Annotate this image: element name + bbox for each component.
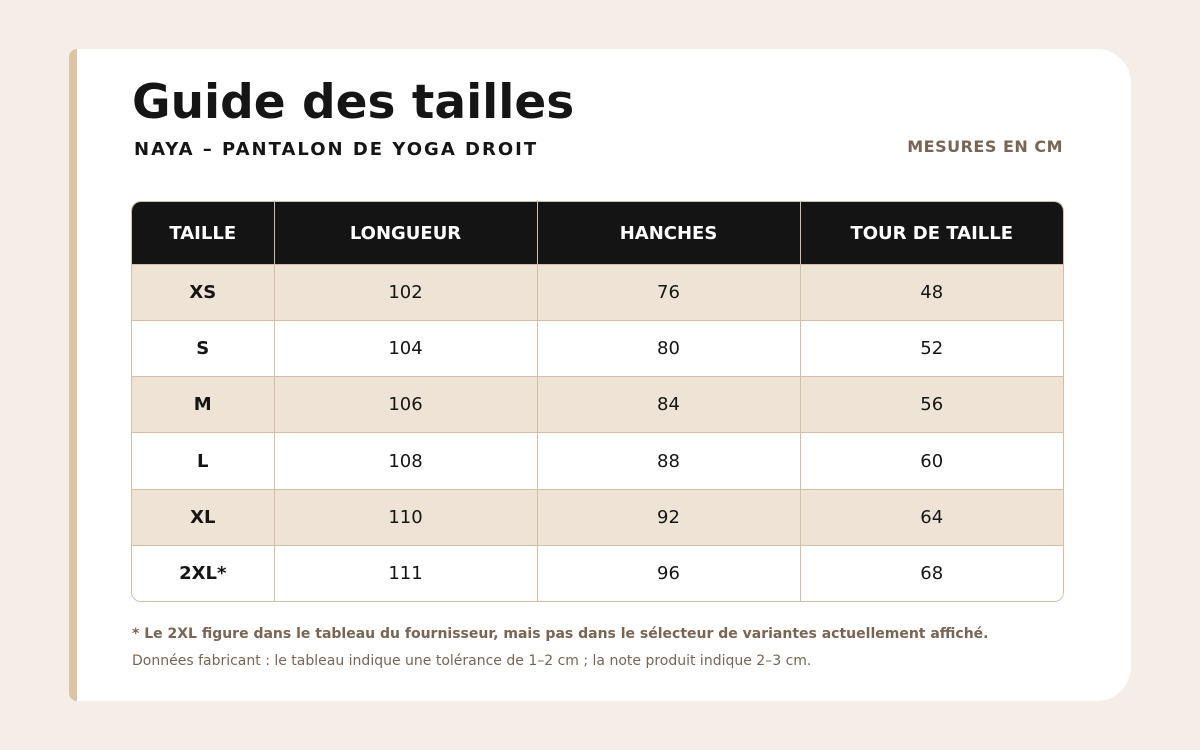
length-cell: 110 bbox=[274, 489, 537, 545]
waist-cell: 68 bbox=[800, 545, 1063, 601]
hips-cell: 80 bbox=[537, 321, 800, 377]
page-title: Guide des tailles bbox=[132, 75, 575, 130]
size-cell: M bbox=[132, 377, 274, 433]
product-subtitle: NAYA – PANTALON DE YOGA DROIT bbox=[134, 139, 539, 160]
waist-cell: 60 bbox=[800, 433, 1063, 489]
table-row bbox=[132, 265, 1063, 321]
table-row bbox=[132, 433, 1063, 489]
waist-cell: 64 bbox=[800, 489, 1063, 545]
hips-cell: 84 bbox=[537, 377, 800, 433]
hips-cell: 92 bbox=[537, 489, 800, 545]
table-row bbox=[132, 545, 1063, 601]
header-taille: TAILLE bbox=[132, 202, 274, 265]
length-cell: 104 bbox=[274, 321, 537, 377]
units-label: MESURES EN CM bbox=[907, 137, 1063, 156]
tolerance-note: Données fabricant : le tableau indique une tolérance de 1–2 cm ; la note produit indique 2–3 cm. bbox=[132, 653, 812, 669]
length-cell: 108 bbox=[274, 433, 537, 489]
size-cell: L bbox=[132, 433, 274, 489]
table-header-row bbox=[132, 202, 1063, 265]
header-tour-de-taille: TOUR DE TAILLE bbox=[800, 202, 1063, 265]
footnote-2xl: * Le 2XL figure dans le tableau du fournisseur, mais pas dans le sélecteur de variantes actuellement affiché. bbox=[132, 626, 989, 642]
table-row bbox=[132, 321, 1063, 377]
size-cell: XL bbox=[132, 489, 274, 545]
length-cell: 102 bbox=[274, 265, 537, 321]
hips-cell: 96 bbox=[537, 545, 800, 601]
waist-cell: 56 bbox=[800, 377, 1063, 433]
length-cell: 111 bbox=[274, 545, 537, 601]
header-longueur: LONGUEUR bbox=[274, 202, 537, 265]
length-cell: 106 bbox=[274, 377, 537, 433]
hips-cell: 76 bbox=[537, 265, 800, 321]
size-table bbox=[132, 202, 1063, 601]
waist-cell: 48 bbox=[800, 265, 1063, 321]
table-row bbox=[132, 489, 1063, 545]
size-table-container bbox=[131, 201, 1064, 602]
size-cell: S bbox=[132, 321, 274, 377]
hips-cell: 88 bbox=[537, 433, 800, 489]
size-cell: 2XL* bbox=[132, 545, 274, 601]
waist-cell: 52 bbox=[800, 321, 1063, 377]
size-cell: XS bbox=[132, 265, 274, 321]
table-row bbox=[132, 377, 1063, 433]
header-hanches: HANCHES bbox=[537, 202, 800, 265]
